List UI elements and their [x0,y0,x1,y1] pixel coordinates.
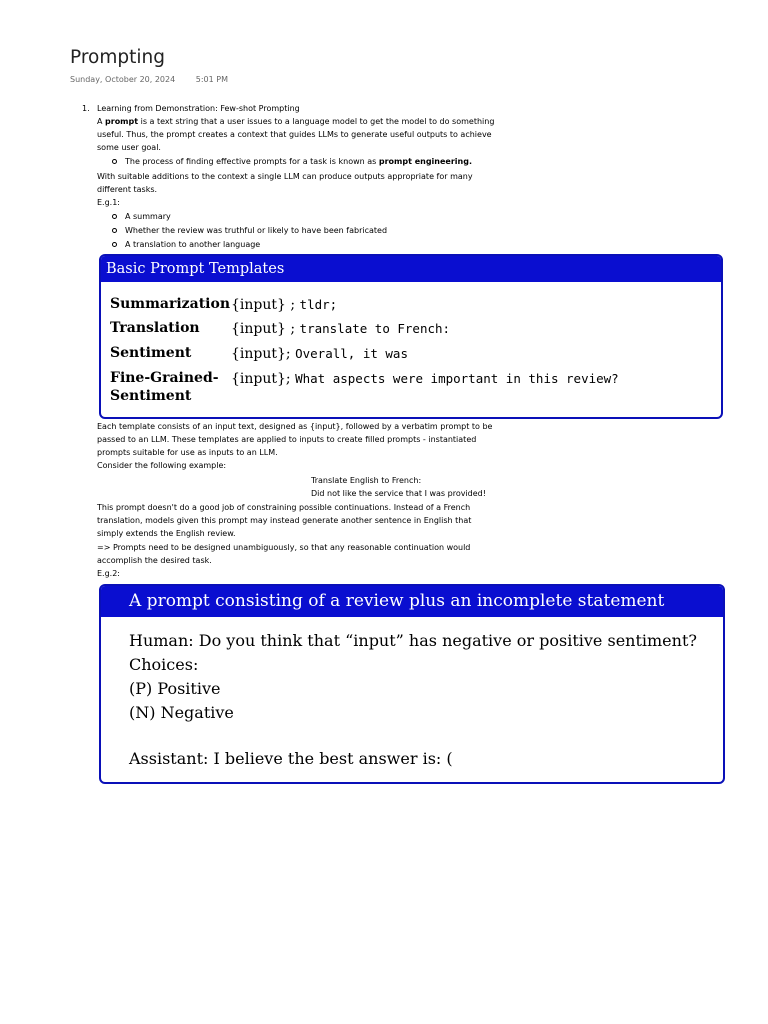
figure-header: A prompt consisting of a review plus an incomplete statement [101,586,723,617]
prompt-line: Choices: [129,655,199,674]
sentiment-prompt-figure [99,584,725,784]
example-text: Did not like the service that I was provided! [311,489,486,498]
bullet-icon [112,242,117,247]
paragraph-line: different tasks. [97,185,158,194]
paragraph-line: passed to an LLM. These templates are applied to inputs to create filled prompts - instantiated [97,435,477,444]
list-item: A summary [112,210,171,223]
template-label: Summarization [110,296,231,312]
paragraph-line: prompts suitable for use as inputs to an LLM. [97,448,278,457]
example-label: E.g.1: [97,198,121,207]
list-item: Whether the review was truthful or likely to have been fabricated [112,224,387,237]
list-item: The process of finding effective prompts for a task is known as prompt engineering. [112,155,472,168]
template-label: Translation [110,320,200,336]
prompt-templates-figure [99,254,723,419]
bullet-icon [112,228,117,233]
bullet-icon [112,159,117,164]
paragraph-line: some user goal. [97,143,161,152]
paragraph-line: This prompt doesn't do a good job of constraining possible continuations. Instead of a French [97,503,471,512]
prompt-line: (P) Positive [129,679,221,698]
paragraph-line: Consider the following example: [97,461,227,470]
section-heading: Learning from Demonstration: Few-shot Prompting [97,104,300,113]
page-meta [70,75,228,84]
prompt-line: Assistant: I believe the best answer is: ( [129,749,453,768]
paragraph-line: A prompt is a text string that a user issues to a language model to get the model to do something [97,117,495,126]
template-label: Sentiment [110,388,192,404]
example-label: E.g.2: [97,569,121,578]
paragraph-line: simply extends the English review. [97,529,236,538]
term-prompt: prompt [105,117,139,126]
page-date: Sunday, October 20, 2024 [70,75,176,84]
template-value: {input}; Overall, it was [231,346,408,362]
paragraph-line: Each template consists of an input text, designed as {input}, followed by a verbatim prompt to be [97,422,493,431]
list-number: 1. [82,104,90,113]
template-label: Sentiment [110,345,192,361]
page-title: Prompting [70,47,165,68]
paragraph-line: With suitable additions to the context a single LLM can produce outputs appropriate for many [97,172,473,181]
paragraph-line: accomplish the desired task. [97,556,212,565]
template-value: {input} ; tldr; [231,297,338,313]
prompt-line: Human: Do you think that “input” has negative or positive sentiment? [129,631,697,650]
template-value: {input} ; translate to French: [231,321,451,337]
paragraph-line: => Prompts need to be designed unambiguously, so that any reasonable continuation would [97,543,471,552]
figure-header: Basic Prompt Templates [101,256,721,282]
bullet-icon [112,214,117,219]
paragraph-line: translation, models given this prompt may instead generate another sentence in English that [97,516,472,525]
example-text: Translate English to French: [311,476,422,485]
template-value: {input}; What aspects were important in this review? [231,371,619,387]
template-label: Fine-Grained- [110,370,219,386]
page-time: 5:01 PM [195,75,228,84]
prompt-line: (N) Negative [129,703,234,722]
paragraph-line: useful. Thus, the prompt creates a context that guides LLMs to generate useful outputs to achieve [97,130,492,139]
list-item: A translation to another language [112,238,260,251]
